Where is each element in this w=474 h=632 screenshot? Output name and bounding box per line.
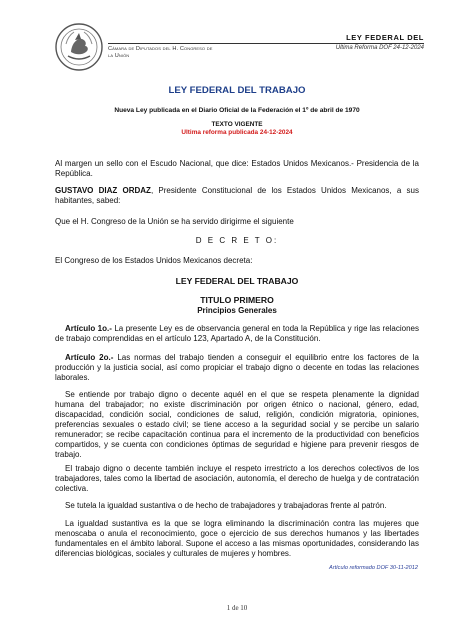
article-1 bbox=[55, 324, 419, 344]
paragraph-igualdad-sustantiva: La igualdad sustantiva es la que se logra eliminando la discriminación contra las mujeres que menoscaba o anula el reconocimiento, goce o ejercicio de sus derechos humanos y las libertades fundamentales en el ámbito laboral. Supone el acceso a las mismas oportunidades, considerando las diferencias biológicas, sociales y culturales de mujeres y hombres. bbox=[55, 519, 419, 558]
president-name: GUSTAVO DIAZ ORDAZ bbox=[55, 186, 151, 195]
president-text: , Presidente Constitucional de los Estados Unidos Mexicanos, a sus habitantes, sabed: bbox=[55, 186, 420, 205]
titulo-primero-heading: TITULO PRIMERO bbox=[200, 295, 274, 305]
article-2 bbox=[55, 353, 419, 383]
header-reform-date: Última Reforma DOF 24-12-2024 bbox=[335, 45, 424, 51]
paragraph-congress: Que el H. Congreso de la Unión se ha servido dirigirme el siguiente bbox=[55, 217, 294, 226]
header-divider bbox=[108, 43, 424, 44]
header-law-title: LEY FEDERAL DEL bbox=[346, 33, 424, 42]
principios-heading: Principios Generales bbox=[197, 306, 277, 315]
paragraph-seal: Al margen un sello con el Escudo Nacional, que dice: Estados Unidos Mexicanos.- Presidencia de la República. bbox=[55, 159, 419, 178]
paragraph-decreta: El Congreso de los Estados Unidos Mexicanos decreta: bbox=[55, 256, 253, 265]
paragraph-trabajo-digno: Se entiende por trabajo digno o decente aquél en el que se respeta plenamente la dignidad humana del trabajador; no existe discriminación por origen étnico o nacional, género, edad, discapacidad, condición social, condiciones de salud, religión, condición migratoria, opiniones, preferencias sexuales o estado civil; se tiene acceso a la seguridad social y se percibe un salario remunerador; se recibe capacitación continua para el incremento de la productividad con beneficios compartidos, y se cuenta con condiciones óptimas de seguridad e higiene para prevenir riesgos de trabajo. bbox=[55, 390, 419, 459]
chamber-name: Cámara de Diputados del H. Congreso de la Unión bbox=[108, 46, 213, 59]
article-2-label: Artículo 2o.- bbox=[65, 353, 114, 362]
paragraph-president bbox=[55, 186, 419, 206]
document-title: LEY FEDERAL DEL TRABAJO bbox=[168, 85, 306, 96]
reform-note: Artículo reformado DOF 30-11-2012 bbox=[328, 565, 418, 571]
article-1-text: La presente Ley es de observancia general en toda la República y rige las relaciones de trabajo comprendidas en el artículo 123, Apartado A, de la Constitución. bbox=[55, 324, 420, 343]
paragraph-derechos-colectivos: El trabajo digno o decente también incluye el respeto irrestricto a los derechos colectivos de los trabajadores, tales como la libertad de asociación, autonomía, el derecho de huelga y de contratación colectiva. bbox=[55, 464, 419, 493]
publication-subtitle: Nueva Ley publicada en el Diario Oficial de la Federación el 1º de abril de 1970 bbox=[114, 107, 360, 114]
page-number: 1 de 10 bbox=[226, 604, 248, 612]
paragraph-igualdad: Se tutela la igualdad sustantiva o de hecho de trabajadores y trabajadoras frente al patrón. bbox=[65, 501, 387, 510]
last-reform-label: Ultima reforma publicada 24-12-2024 bbox=[181, 129, 293, 136]
decreto-heading: D E C R E T O: bbox=[195, 236, 279, 245]
national-seal-icon bbox=[54, 22, 104, 72]
article-2-text: Las normas del trabajo tienden a conseguir el equilibrio entre los factores de la producción y la justicia social, así como propiciar el trabajo digno o decente en todas las relaciones laborales. bbox=[55, 353, 419, 382]
law-title-heading: LEY FEDERAL DEL TRABAJO bbox=[175, 276, 299, 286]
article-1-label: Artículo 1o.- bbox=[65, 324, 112, 333]
texto-vigente-label: TEXTO VIGENTE bbox=[211, 121, 263, 128]
